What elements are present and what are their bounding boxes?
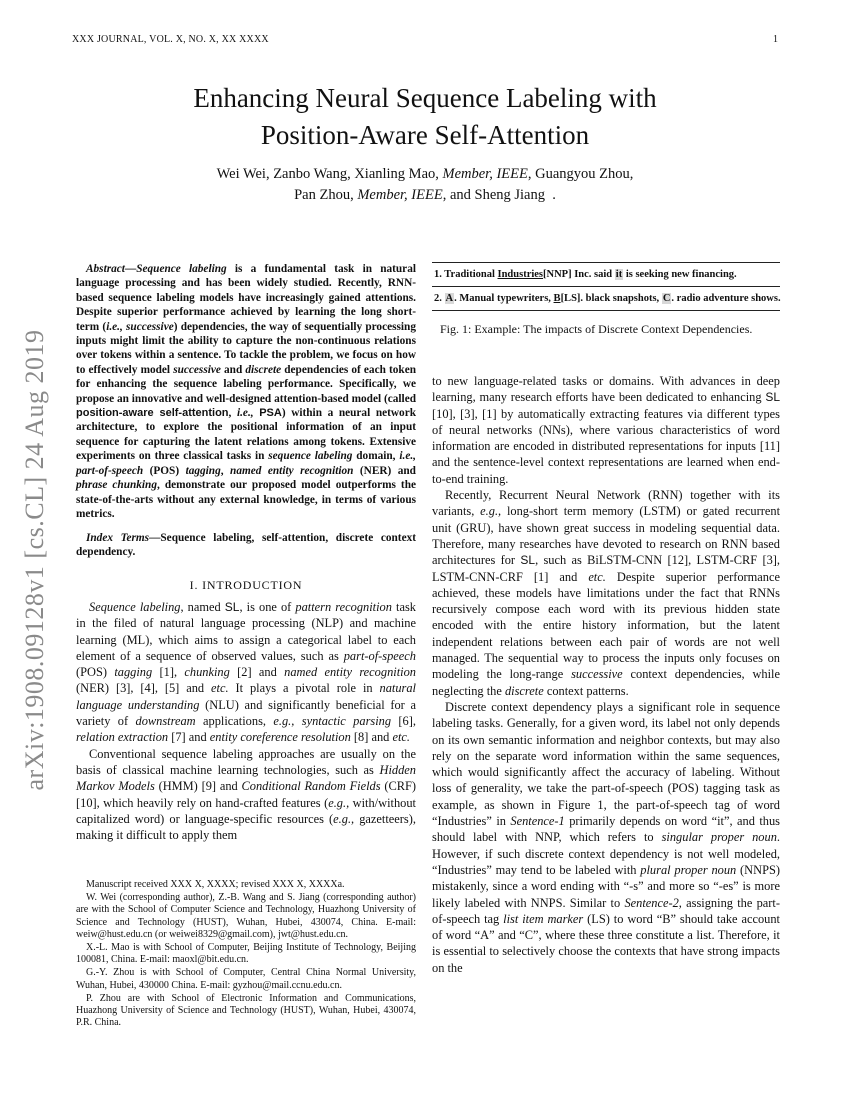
t: [1], <box>152 665 185 680</box>
title-line-2: Position-Aware Self-Attention <box>260 120 590 150</box>
t: successive <box>571 667 623 682</box>
t: SL <box>520 553 536 568</box>
t: Conditional Random Fields <box>241 779 381 794</box>
author-names: , and Sheng Jiang . <box>442 187 556 203</box>
t: etc. <box>211 681 229 696</box>
t: context dependencies, while neglecting the <box>432 667 780 698</box>
t: natural language understanding <box>76 681 416 712</box>
t: , is one of <box>239 600 296 614</box>
t: , named <box>180 600 225 614</box>
index-terms-lead: Index Terms <box>86 532 150 544</box>
t: C <box>662 293 671 304</box>
t: Conventional sequence labeling approaches are usually on the basis of classical machine learning technologies, such as <box>76 746 416 777</box>
figure-1 <box>432 262 780 311</box>
t: SL <box>765 390 780 405</box>
t: it <box>615 269 623 280</box>
abstract <box>76 262 416 521</box>
abstract-text: tagging <box>185 464 221 477</box>
t: primarily depends on word “it”, and thus should label with NNP, which refers to <box>432 814 780 845</box>
abstract-text: , <box>228 407 237 420</box>
section-heading: I. INTRODUCTION <box>189 578 303 592</box>
t: It plays a pivotal role in <box>228 681 380 696</box>
abstract-text: dependencies of each token for enhancing the sequence labeling performance. Specifically, we propose an innovative and well-designed attention-based model (called <box>76 363 416 405</box>
t: is seeking new financing. <box>623 269 737 280</box>
page-number: 1 <box>773 34 778 45</box>
t: plural proper noun <box>640 862 737 877</box>
paragraph <box>432 699 780 976</box>
abstract-text: i.e., successive <box>106 320 174 333</box>
t: (LS) to word “B” should take account of word “A” and “C”, where these three constitute a list. Therefore, it is essential to selectively choose the contexts that have strong impacts on the <box>432 911 780 975</box>
abstract-text: is a fundamental task in natural language processing and has been widely studied. Recently, RNN-based sequence labeling models have increasingly gained attentions. Despite superior performance achieved by learning the long short-term ( <box>76 263 416 333</box>
abstract-text: — <box>124 263 137 275</box>
t: Sentence-1 <box>510 814 565 829</box>
journal-header: XXX JOURNAL, VOL. X, NO. X, XX XXXX <box>72 34 269 45</box>
t: e.g., <box>480 504 502 519</box>
author-names: Wei Wei, Zanbo Wang, Xianling Mao, <box>216 166 443 182</box>
abstract-text: named entity recognition <box>230 464 354 477</box>
t: , such as BiLSTM-CNN [12], LSTM-CRF [3], LSTM-CNN-CRF [1] and <box>432 553 780 584</box>
t: 1. Traditional <box>434 269 498 280</box>
t: [7] and <box>168 730 210 745</box>
abstract-text: sequence labeling <box>268 450 353 463</box>
abstract-text: position-aware self-attention <box>76 407 229 420</box>
author-membership: Member, IEEE <box>442 166 528 182</box>
t: . Manual typewriters, <box>454 293 554 304</box>
paper-title <box>72 80 778 154</box>
t: Despite superior performance achieved, these models have limitations under the fact that RNNs recursively compose each word with its previous hidden state encoded with the entire history information, but the latent independent relations between each pair of words are not well managed. The sequential way to process the inputs only focuses on modeling the long-range <box>432 569 780 682</box>
index-terms <box>76 531 416 560</box>
arxiv-stamp <box>10 290 60 830</box>
author-names: Pan Zhou, <box>294 187 358 203</box>
footnote: Manuscript received XXX X, XXXX; revised XXX X, XXXXa. <box>86 879 345 890</box>
paragraph <box>76 746 416 844</box>
footnote: P. Zhou are with School of Electronic Information and Communications, Huazhong University of Science and Technology (HUST), Wuhan, Hubei, 430074, P.R. China. <box>76 992 416 1029</box>
arxiv-stamp-text: arXiv:1908.09128v1 [cs.CL] 24 Aug 2019 <box>20 329 49 791</box>
t: 2. <box>434 293 445 304</box>
t: B <box>553 293 561 304</box>
t: Discrete context dependency plays a significant role in sequence labeling tasks. Generally, for a given word, its label not only depends on its own semantic information and neighbor contexts, but may also rely on the separate word information within the same sequences, which would significantly affect the accuracy of labeling. Without loss of generality, we take the part-of-speech (POS) tagging task as example, as shown in Figure 1, the part-of-speech tag of word “Industries” in <box>432 699 780 829</box>
t: applications, <box>195 714 274 729</box>
t: A <box>445 293 454 304</box>
t: gazetteers), making it difficult to apply them <box>76 811 416 843</box>
footnote: G.-Y. Zhou is with School of Computer, Central China Normal University, Wuhan, Hubei, 430000 China. E-mail: gyzhou@mail.ccnu.edu.cn. <box>76 967 416 991</box>
abstract-text: i.e., part-of-speech <box>76 450 416 477</box>
t: (NNPS) mistakenly, since a word ending with “-s” and more so “-es” is more likely labeled with NNPS. Similar to <box>432 862 780 910</box>
t: list item marker <box>503 911 584 926</box>
t: downstream <box>135 714 196 729</box>
t: [8] and <box>350 730 393 745</box>
t: Hidden Markov Models <box>76 762 416 794</box>
abstract-text: phrase chunking <box>76 479 157 492</box>
abstract-text: ) dependencies, the way of sequentially processing inputs might limit the ability to capture the non-continuous relations over tokens within a sentence. To tackle the problem, we focus on how to effectively model <box>76 320 416 376</box>
t: part-of-speech <box>343 648 416 663</box>
t: entity coreference resolution <box>209 730 351 745</box>
t: chunking <box>184 665 230 680</box>
t: . However, if such discrete context dependency is not well modeled, “Industries” may tend to be labeled with <box>432 830 781 877</box>
paragraph <box>76 599 416 746</box>
authors-line-2 <box>72 185 778 206</box>
t: (NER) [3], [4], [5] and <box>76 681 212 696</box>
t: . radio adventure shows. <box>671 293 781 304</box>
abstract-text: (POS) <box>143 464 186 477</box>
t: tagging <box>114 665 153 680</box>
footnotes <box>76 879 416 1030</box>
t: (CRF) [10], which heavily rely on hand-crafted features ( <box>76 779 417 810</box>
t: SL <box>224 600 240 614</box>
index-terms-text: —Sequence labeling, self-attention, discrete context dependency. <box>76 532 416 559</box>
t: e.g., <box>333 811 355 826</box>
abstract-lead: Abstract <box>86 263 125 275</box>
t: , assigning the part-of-speech tag <box>432 895 780 926</box>
t: to new language-related tasks or domains. With advances in deep learning, many research efforts have been dedicated to enhancing <box>432 374 780 405</box>
t: singular proper noun <box>661 830 777 845</box>
abstract-text: successive <box>173 363 221 376</box>
abstract-text: i.e., <box>236 407 254 420</box>
t: e.g., <box>328 795 350 810</box>
t: pattern recognition <box>295 600 392 614</box>
abstract-text: ) within a neural network architecture, to explore the positional information of an input sequence for capturing the latent relations among tokens. Extensive experiments on three classical tasks in <box>76 407 416 463</box>
footnote: W. Wei (corresponding author), Z.-B. Wang and S. Jiang (corresponding author) are with the School of Computer Science and Technology, Huazhong University of Science and Technology (HUST), Wuhan, Hubei, 430074, China. E-mail: weiw@hust.edu.cn (or weiwei8329@gmail.com), jwt@hust.edu.cn. <box>76 892 416 940</box>
t: Sequence labeling <box>89 600 181 614</box>
t: [2] and <box>229 665 285 680</box>
t: named entity recognition <box>284 665 416 680</box>
t: Sentence-2 <box>624 895 679 910</box>
title-line-1: Enhancing Neural Sequence Labeling with <box>193 83 657 113</box>
authors-line-1 <box>72 164 778 185</box>
t: (NLU) and significantly beneficial for a variety of <box>76 697 416 729</box>
paragraph <box>432 373 780 487</box>
figure-sentence-2 <box>432 287 780 310</box>
t: task in the filed of natural language processing (NLP) and machine learning (ML), which aims to assign a categorical label to each element of a sequence of observed values, such as <box>76 600 416 663</box>
abstract-text: PSA <box>259 407 282 420</box>
t: long-short term memory (LSTM) or gated recurrent unit (GRU), have shown great success in modeling sequential data. Therefore, many researches have devoted to research on RNN based architectures for <box>432 504 781 568</box>
t: etc. <box>588 569 606 584</box>
t: with/without capitalized word) or language-specific resources ( <box>76 795 416 826</box>
paragraph <box>432 487 780 699</box>
t: relation extraction <box>76 730 169 745</box>
abstract-text: Sequence labeling <box>136 263 227 275</box>
author-list <box>72 164 778 206</box>
t: e.g., syntactic parsing <box>273 714 392 729</box>
footnote: X.-L. Mao is with School of Computer, Beijing Institute of Technology, Beijing 100081, China. E-mail: maoxl@bit.edu.cn. <box>76 942 416 966</box>
abstract-text: discrete <box>245 363 282 376</box>
abstract-text: domain, <box>352 450 400 463</box>
intro-left-column <box>76 599 416 843</box>
author-membership: Member, IEEE <box>357 187 443 203</box>
t: etc. <box>392 730 411 745</box>
figure-caption: Fig. 1: Example: The impacts of Discrete Context Dependencies. <box>440 322 753 336</box>
t: Recently, Recurrent Neural Network (RNN) together with its variants, <box>432 488 780 519</box>
t: [LS]. black snapshots, <box>560 293 662 304</box>
intro-right-column <box>432 373 780 976</box>
t: (POS) <box>76 665 115 680</box>
t: [10], [3], [1] by automatically extracting features via different types of neural networks (NNs), where various characteristics of word information are encoded in distributed representations for inputs [11] and the sentence-level context representations are learned when end-to-end training. <box>432 406 780 486</box>
abstract-text: , demonstrate our proposed model outperforms the state-of-the-arts without any external knowledge, in terms of various metrics. <box>76 479 416 520</box>
t: [NNP] Inc. said <box>543 269 615 280</box>
t: [6], <box>391 714 416 729</box>
t: Industries <box>497 269 544 280</box>
abstract-text: , <box>220 464 231 477</box>
abstract-text: (NER) and <box>353 464 416 477</box>
figure-sentence-1 <box>432 263 780 286</box>
t: discrete <box>504 683 544 698</box>
abstract-text: and <box>220 363 246 376</box>
author-names: , Guangyou Zhou, <box>527 166 634 182</box>
t: (HMM) [9] and <box>154 779 242 794</box>
t: context patterns. <box>543 683 629 698</box>
figure-rule <box>432 310 780 311</box>
